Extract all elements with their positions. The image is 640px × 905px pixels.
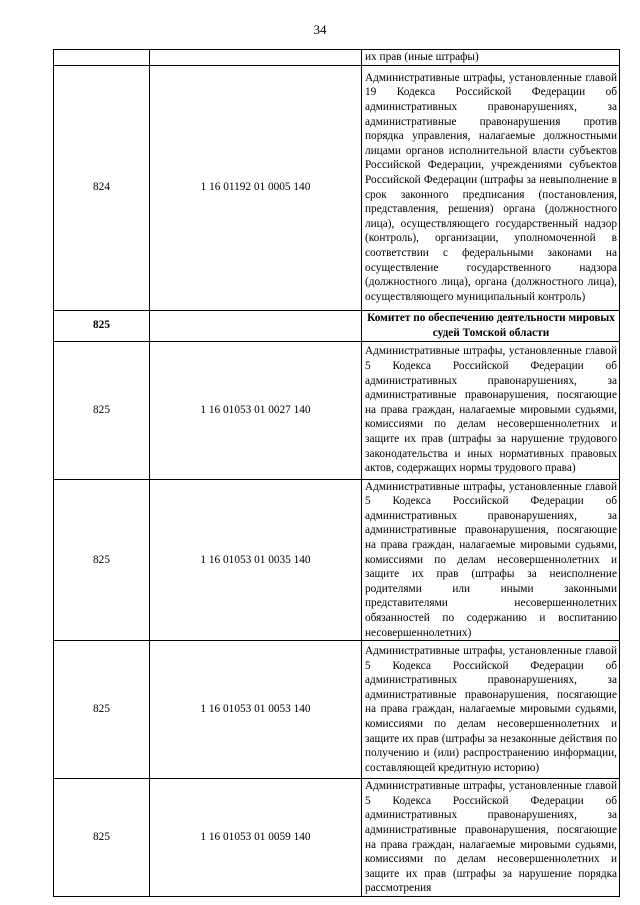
table-row bbox=[54, 641, 620, 779]
table-row-continuation bbox=[54, 50, 620, 66]
page-number: 34 bbox=[313, 22, 327, 37]
table-row bbox=[54, 479, 620, 641]
description-text: Административные штрафы, установленные главой 5 Кодекса Российской Федерации об административных правонарушениях, за административные правонарушения, посягающие на права граждан, налагаемые мировыми судьями, комиссиями по делам несовершеннолетних и защите их прав (штрафы за неисполнение родителями или иными законными представителями несовершеннолетних обязанностей по содержанию и воспитанию несовершеннолетних) bbox=[365, 480, 617, 639]
description-text: Административные штрафы, установленные главой 19 Кодекса Российской Федерации об административных правонарушениях, за административные правонарушения против порядка управления, налагаемые должностными лицами органов исполнительной власти субъектов Российской Федерации, учреждениями субъектов Российской Федерации (штрафы за невыполнение в срок законного предписания (постановления, представления, решения) органа (должностного лица), осуществляющего государственный надзор (контроль), организации, уполномоченной в соответствии с федеральными законами на осуществление государственного надзора (должностного лица), органа (должностного лица), осуществляющего муниципальный контроль) bbox=[365, 71, 617, 303]
admin-cell: 825 bbox=[54, 341, 150, 479]
description-cell bbox=[362, 65, 620, 310]
admin-cell: 824 bbox=[54, 65, 150, 310]
code-cell: 1 16 01053 01 0059 140 bbox=[150, 779, 362, 897]
admin-cell: 825 bbox=[54, 479, 150, 641]
table-row bbox=[54, 779, 620, 897]
description-cell bbox=[362, 779, 620, 897]
code-cell: 1 16 01053 01 0035 140 bbox=[150, 479, 362, 641]
admin-cell: 825 bbox=[54, 779, 150, 897]
code-cell: 1 16 01192 01 0005 140 bbox=[150, 65, 362, 310]
description-text: Административные штрафы, установленные главой 5 Кодекса Российской Федерации об административных правонарушениях, за административные правонарушения, посягающие на права граждан, налагаемые мировыми судьями, комиссиями по делам несовершеннолетних и защите их прав (штрафы за незаконные действия по получению и (или) распространению информации, составляющей кредитную историю) bbox=[365, 644, 617, 774]
description-cell bbox=[362, 50, 620, 66]
table-row-section-header bbox=[54, 310, 620, 341]
admin-cell: 825 bbox=[54, 310, 150, 341]
description-text: их прав (иные штрафы) bbox=[365, 51, 479, 63]
description-text: Административные штрафы, установленные главой 5 Кодекса Российской Федерации об административных правонарушениях, за административные правонарушения, посягающие на права граждан, налагаемые мировыми судьями, комиссиями по делам несовершеннолетних и защите их прав (штрафы за нарушение трудового законодательства и иных нормативных правовых актов, содержащих нормы трудового права) bbox=[365, 345, 617, 475]
description-cell bbox=[362, 479, 620, 641]
code-cell bbox=[150, 310, 362, 341]
table-row bbox=[54, 65, 620, 310]
description-cell bbox=[362, 341, 620, 479]
description-text: Административные штрафы, установленные главой 5 Кодекса Российской Федерации об административных правонарушениях, за административные правонарушения, посягающие на права граждан, налагаемые мировыми судьями, комиссиями по делам несовершеннолетних и защите их прав (штрафы за нарушение порядка рассмотрения bbox=[365, 780, 617, 895]
code-cell: 1 16 01053 01 0053 140 bbox=[150, 641, 362, 779]
admin-cell bbox=[54, 50, 150, 66]
table-row bbox=[54, 341, 620, 479]
description-cell bbox=[362, 310, 620, 341]
description-cell bbox=[362, 641, 620, 779]
admin-cell: 825 bbox=[54, 641, 150, 779]
budget-classification-table bbox=[53, 49, 620, 897]
code-cell bbox=[150, 50, 362, 66]
section-title: Комитет по обеспечению деятельности мировых судей Томской области bbox=[367, 312, 615, 339]
code-cell: 1 16 01053 01 0027 140 bbox=[150, 341, 362, 479]
